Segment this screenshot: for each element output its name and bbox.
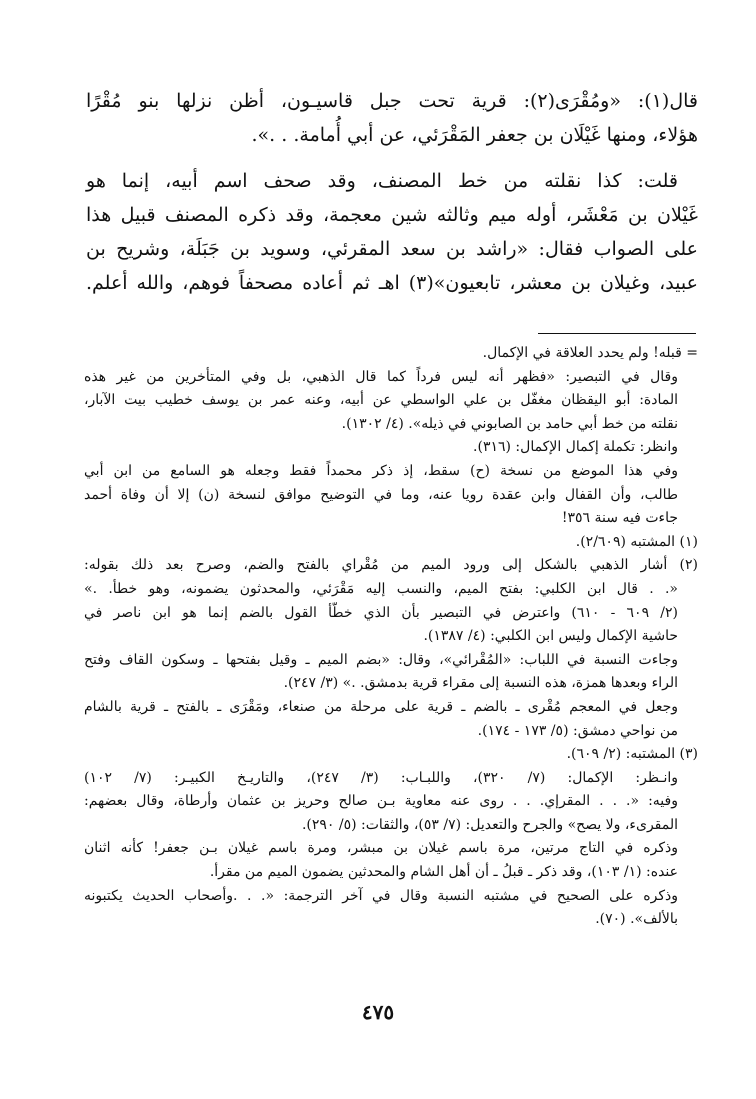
footnote-2: (٢) أشار الذهبي بالشكل إلى ورود الميم من مُقْراي بالفتح والضم، وصرح بعد ذلك بقوله: [84,557,698,574]
footnote-line: (٢/ ٦٠٩ - ٦١٠) واعترض في التبصير بأن الذي خطّأ القول بالضم إنما هو ابن ناصر في [84,604,678,621]
footnote-line: وجعل في المعجم مُقْرى ـ بالضم ـ قرية على مرحلة من صنعاء، ومَقْرَى ـ بالفتح ـ قرية بالشام [84,698,678,715]
footnote-line: وانـظر: الإكمال: (٧/ ٣٢٠)، واللبـاب: (٣/ ٢٤٧)، والتاريـخ الكبيـر: (٧/ ١٠٢) [84,769,678,786]
footnote-line: وقال في التبصير: «فظهر أنه ليس فرداً كما قال الذهبي، بل وفي المتأخرين من غير هذه [84,368,678,385]
footnote-line: = قبله! ولم يحدد العلاقة في الإكمال. [482,345,698,361]
footnote-1: (١) المشتبه (٢/٦٠٩). [575,533,698,550]
footnote-line: المادة: أبو اليقظان مغفّل بن علي الواسطي عن أبيه، وعنه عمر بن يوسف خطيب بيت الآبار، [84,392,678,409]
page-number: ٤٧٥ [361,1000,395,1024]
footnote-line: طالب، وأن القفال وابن عقدة رويا عنه، وما في التوضيح موافق لنسخة (ن) إلا أن وفاة أحمد [84,486,678,503]
footnote-line: نقلته من خط أبي حامد بن الصابوني في ذيله». (٤/ ١٣٠٢). [341,415,678,432]
text-line: غَيْلان بن مَعْشَر، أوله ميم وثالثه شين معجمة، وقد ذكره المصنف قبيل هذا [86,204,698,226]
footnote-line: المقرىء، ولا يصح» والجرح والتعديل: (٧/ ٥٣)، والثقات: (٥/ ٢٩٠). [301,816,678,833]
footnote-line: بالألف». (٧٠). [595,911,678,928]
text-line: قال(١): «ومُقْرَى(٢): قرية تحت جبل قاسيـون، أظن نزلها بنو مُقْرًا [86,90,698,112]
footnote-line: «. . قال ابن الكلبي: بفتح الميم، والنسب إليه مَقْرَئي، والمحدثون يضمونه، وهو خطأ. .» [84,580,678,597]
text-line: هؤلاء، ومنها غَيْلَان بن جعفر المَقْرَئي، عن أبي أُمامة. . .». [251,124,698,146]
text-line: قلت: كذا نقلته من خط المصنف، وقد صحف اسم أبيه، إنما هو [86,170,678,192]
comment-paragraph [86,164,698,300]
footnote-line: وفي هذا الموضع من نسخة (ح) سقط، إذ ذكر محمداً فقط وجعله هو السامع من ابن أبي [84,462,678,479]
footnote-line: وذكره في التاج مرتين، مرة باسم غيلان بن مبشر، ومرة باسم غيلان بـن جعفر! كأنه اثنان [84,840,678,857]
footnote-line: وذكره على الصحيح في مشتبه النسبة وقال في آخر الترجمة: «. . .وأصحاب الحديث يكتبونه [84,887,678,904]
footnote-line: وانظر: تكملة إكمال الإكمال: (٣١٦). [473,439,678,456]
footnotes [84,342,698,932]
footnote-line: من نواحي دمشق: (٥/ ١٧٣ - ١٧٤). [477,722,678,739]
footnote-line: عنده: (١/ ١٠٣)، وقد ذكر ـ قبلُ ـ أن أهل الشام والمحدثين يضمون الميم من مقرأ. [209,864,678,881]
footnote-line: جاءت فيه سنة ٣٥٦! [561,510,678,527]
text-line: عبيد، وغيلان بن معشر، تابعيون»(٣) اهـ ثم أعاده مصحفاً فوهم، والله أعلم. [86,272,698,294]
footnote-line: الراء وبعدها همزة، هذه النسبة إلى مقراء قرية بدمشق. .» (٣/ ٢٤٧). [283,675,678,692]
footnote-divider [538,333,696,334]
main-text [86,84,698,300]
quote-paragraph [86,84,698,152]
footnote-line: وجاءت النسبة في اللباب: «المُقْرائي»، وقال: «بضم الميم ـ وقيل بفتحها ـ وسكون القاف وفتح [84,651,678,668]
text-line: على الصواب فقال: «راشد بن سعد المقرئي، وسويد بن جَبَلَة، وشريح بن [86,238,698,260]
footnote-line: حاشية الإكمال وليس ابن الكلبي: (٤/ ١٣٨٧). [423,628,678,645]
footnote-3: (٣) المشتبه: (٢/ ٦٠٩). [566,746,698,763]
footnote-line: وفيه: «. . . المقرإي. . . روى عنه معاوية بـن صالح وحريز بن عثمان وأرطاة، وقال بعضهم: [84,793,678,810]
